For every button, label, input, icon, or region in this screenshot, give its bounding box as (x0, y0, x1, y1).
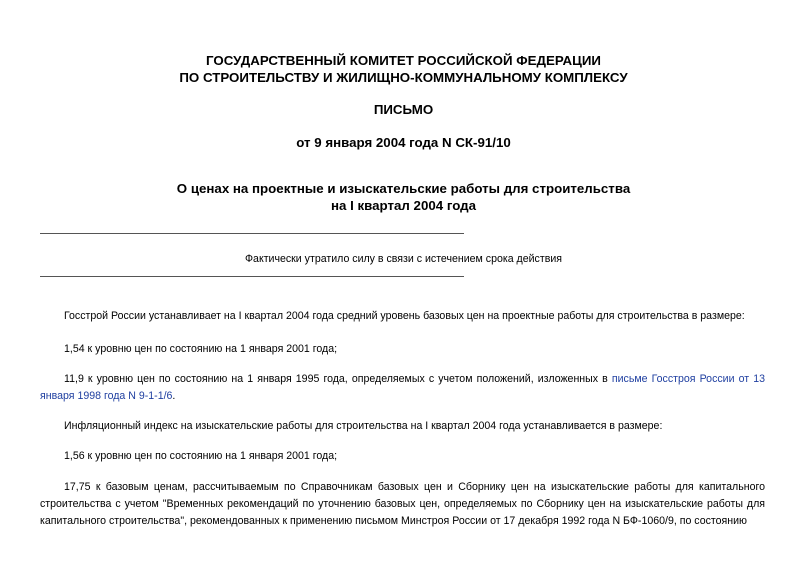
paragraph-survey-index: Инфляционный индекс на изыскательские работы для строительства на I квартал 2004 года устанавливается в размере: (64, 420, 663, 432)
paragraph-survey-index-2001: 1,56 к уровню цен по состоянию на 1 января 2001 года; (64, 450, 338, 462)
subject-line-2: на I квартал 2004 года (331, 198, 476, 213)
authority-line-1: ГОСУДАРСТВЕННЫЙ КОМИТЕТ РОССИЙСКОЙ ФЕДЕРАЦИИ (206, 53, 601, 68)
paragraph-end: . (172, 390, 176, 402)
paragraph-text: 11,9 к уровню цен по состоянию на 1 января 1995 года, определяемых с учетом положений, изложенных в (64, 373, 612, 385)
authority-line-2: ПО СТРОИТЕЛЬСТВУ И ЖИЛИЩНО-КОММУНАЛЬНОМУ КОМПЛЕКСУ (179, 70, 628, 85)
paragraph-design-prices: Госстрой России устанавливает на I квартал 2004 года средний уровень базовых цен на проектные работы для строительства в размере: (64, 310, 745, 322)
document-date-number: от 9 января 2004 года N СК-91/10 (296, 135, 511, 150)
paragraph-survey-base-prices: 17,75 к базовым ценам, рассчитываемым по Справочникам базовых цен и Сборнику цен на изыскательские работы для капитального строительства с учетом "Временных рекомендаций по уточнению базовых цен, определяемых по Сборнику цен на изыскательские работы для капитального строительства", рекомендованных к применению письмом Минстроя России от 17 декабря 1992 года N БФ-1060/9, по состоянию (40, 481, 765, 527)
document-type: ПИСЬМО (373, 102, 434, 117)
validity-status-note: Фактически утратило силу в связи с истечением срока действия (245, 253, 562, 265)
divider-bottom (40, 276, 464, 277)
divider-top (40, 233, 464, 234)
subject-line-1: О ценах на проектные и изыскательские работы для строительства (176, 181, 631, 196)
document-subject (0, 180, 807, 214)
paragraph-index-2001: 1,54 к уровню цен по состоянию на 1 января 2001 года; (64, 343, 338, 355)
referenced-letter-link[interactable]: письме Госстроя России от 13 января 1998 года N 9-1-1/6 (40, 373, 765, 402)
issuing-authority (0, 52, 807, 86)
paragraph-index-1995 (40, 371, 765, 405)
